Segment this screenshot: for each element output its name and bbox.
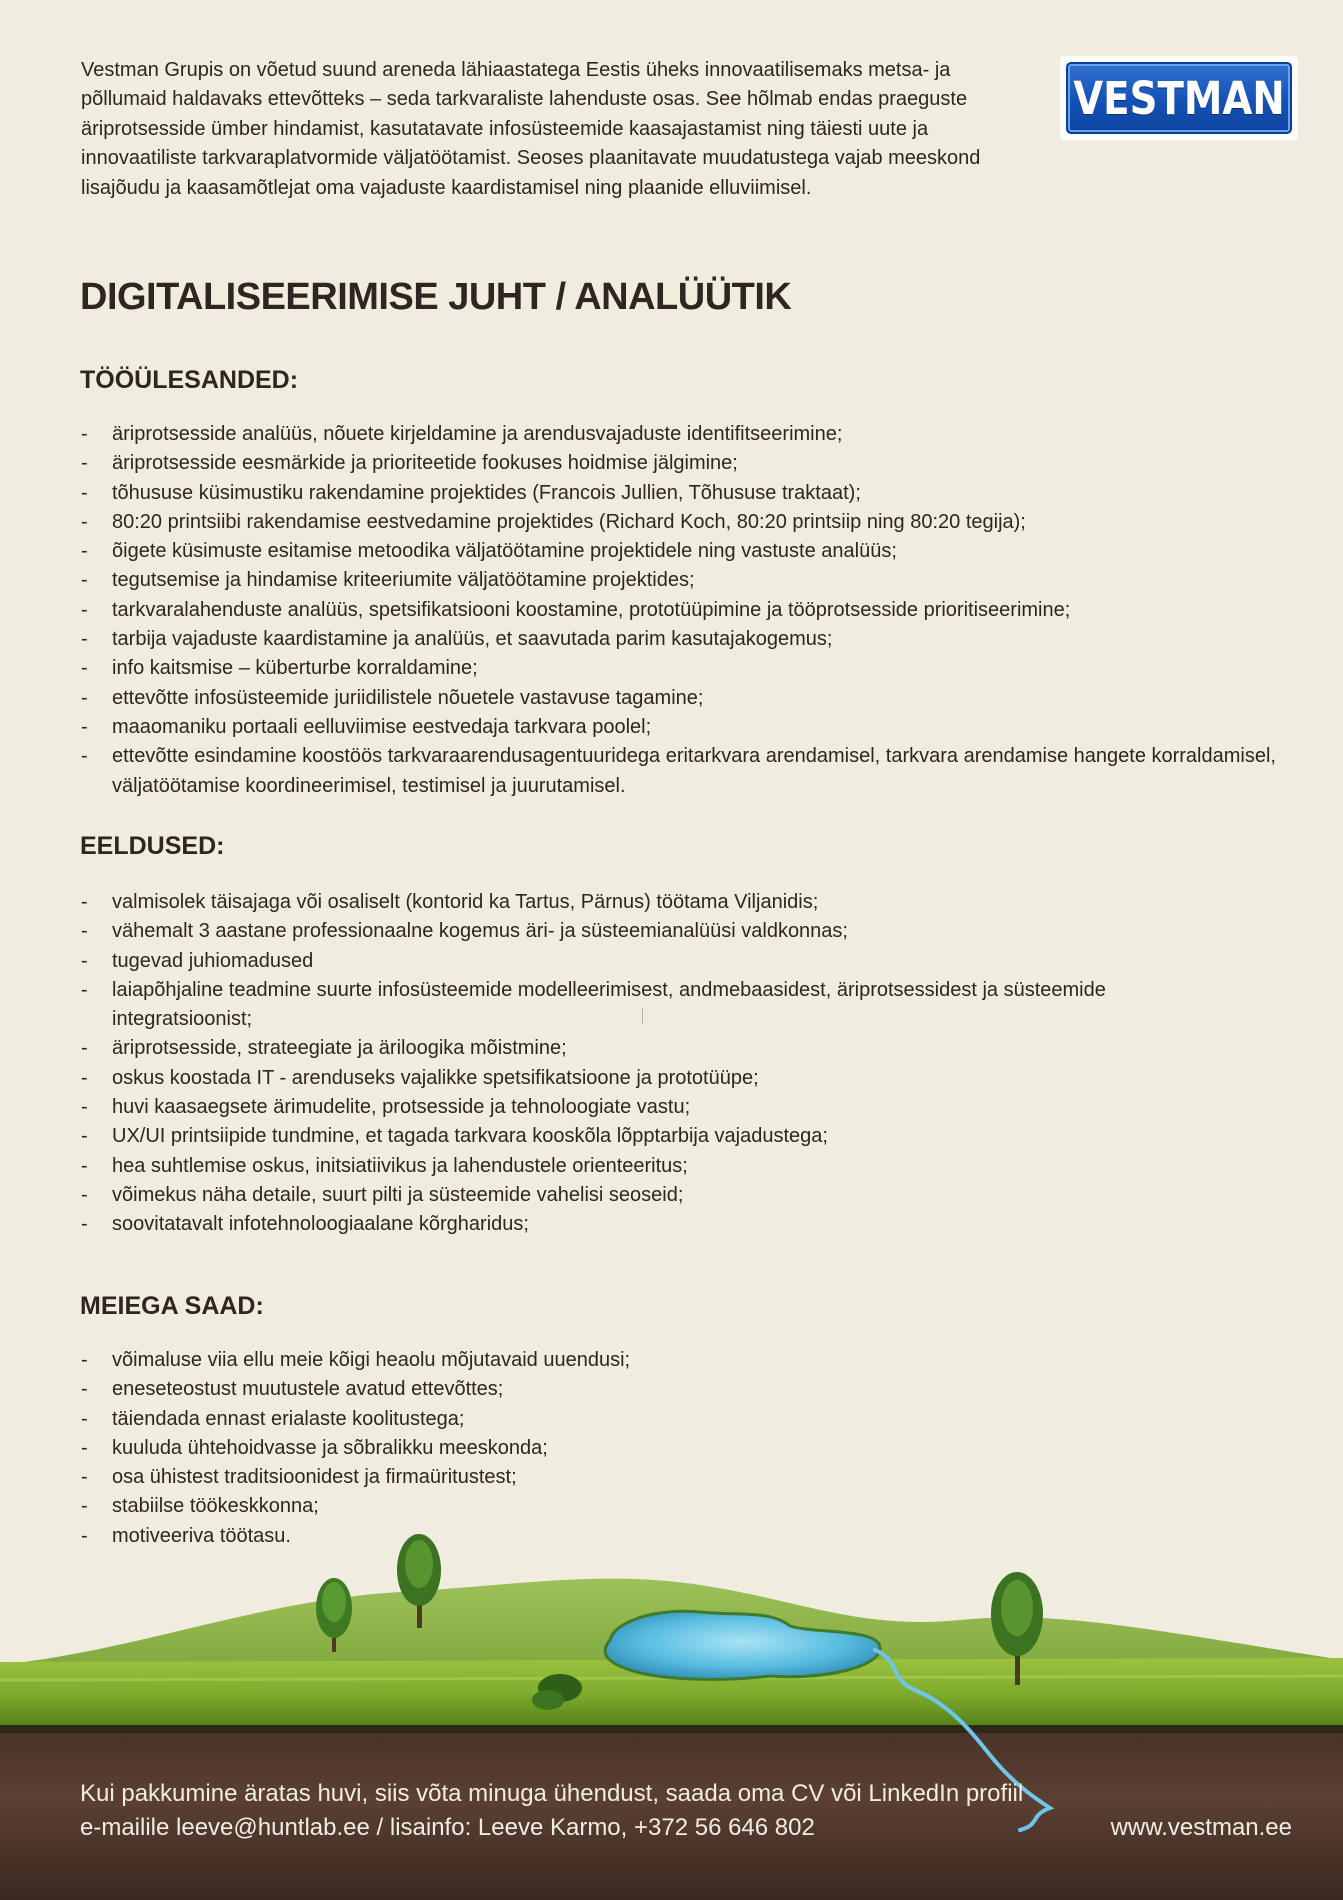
tasks-list bbox=[81, 420, 1291, 801]
list-item: - äriprotsesside eesmärkide ja prioriteetide fookuses hoidmise jälgimine; bbox=[81, 449, 1291, 478]
logo-text: VESTMAN bbox=[1073, 71, 1285, 125]
list-item: - tarkvaralahenduste analüüs, spetsifikatsiooni koostamine, prototüüpimine ja tööprotsesside prioritiseerimine; bbox=[81, 596, 1291, 625]
list-item: - UX/UI printsiipide tundmine, et tagada tarkvara kooskõla lõpptarbija vajadustega; bbox=[81, 1122, 1121, 1151]
benefits-list bbox=[81, 1346, 1081, 1551]
list-item: - valmisolek täisajaga või osaliselt (kontorid ka Tartus, Pärnus) töötama Viljanidis; bbox=[81, 888, 1121, 917]
benefits-heading: MEIEGA SAAD: bbox=[80, 1292, 264, 1320]
list-item: - tõhususe küsimustiku rakendamine projektides (Francois Jullien, Tõhususe traktaat); bbox=[81, 479, 1291, 508]
list-item: - vähemalt 3 aastane professionaalne kogemus äri- ja süsteemianalüüsi valdkonnas; bbox=[81, 917, 1121, 946]
footer-contact: Kui pakkumine äratas huvi, siis võta minuga ühendust, saada oma CV või LinkedIn profiil e-mailile leeve@huntlab.ee / lisainfo: Leeve Karmo, +372 56 646 802 bbox=[80, 1780, 1024, 1841]
website-link[interactable]: www.vestman.ee bbox=[1110, 1814, 1292, 1841]
list-item: - eneseteostust muutustele avatud ettevõttes; bbox=[81, 1375, 1081, 1404]
list-item: - tegutsemise ja hindamise kriteeriumite väljatöötamine projektides; bbox=[81, 566, 1291, 595]
list-item: - kuuluda ühtehoidvasse ja sõbralikku meeskonda; bbox=[81, 1434, 1081, 1463]
list-item: - tarbija vajaduste kaardistamine ja analüüs, et saavutada parim kasutajakogemus; bbox=[81, 625, 1291, 654]
list-item: - äriprotsesside, strateegiate ja äriloogika mõistmine; bbox=[81, 1034, 1121, 1063]
list-item: - osa ühistest traditsioonidest ja firmaüritustest; bbox=[81, 1463, 1081, 1492]
list-item: - info kaitsmise – küberturbe korraldamine; bbox=[81, 654, 1291, 683]
list-item: - täiendada ennast erialaste koolitustega; bbox=[81, 1405, 1081, 1434]
requirements-list bbox=[81, 888, 1121, 1240]
list-item: - maaomaniku portaali eelluviimise eestvedaja tarkvara poolel; bbox=[81, 713, 1291, 742]
list-item: - äriprotsesside analüüs, nõuete kirjeldamine ja arendusvajaduste identifitseerimine; bbox=[81, 420, 1291, 449]
requirements-heading: EELDUSED: bbox=[80, 832, 225, 860]
list-item: - soovitatavalt infotehnoloogiaalane kõrgharidus; bbox=[81, 1210, 1121, 1239]
list-item: - võimekus näha detaile, suurt pilti ja süsteemide vahelisi seoseid; bbox=[81, 1181, 1121, 1210]
list-item: - hea suhtlemise oskus, initsiatiivikus ja lahendustele orienteeritus; bbox=[81, 1152, 1121, 1181]
list-item: - 80:20 printsiibi rakendamise eestvedamine projektides (Richard Koch, 80:20 printsiip ning 80:20 tegija); bbox=[81, 508, 1291, 537]
list-item: - tugevad juhiomadused bbox=[81, 947, 1121, 976]
text-cursor-mark bbox=[642, 1008, 643, 1024]
tasks-heading: TÖÖÜLESANDED: bbox=[80, 366, 299, 394]
logo-badge bbox=[1066, 62, 1292, 134]
list-item: - ettevõtte infosüsteemide juriidilistele nõuetele vastavuse tagamine; bbox=[81, 684, 1291, 713]
list-item: - oskus koostada IT - arenduseks vajalikke spetsifikatsioone ja prototüüpe; bbox=[81, 1064, 1121, 1093]
list-item: - võimaluse viia ellu meie kõigi heaolu mõjutavaid uuendusi; bbox=[81, 1346, 1081, 1375]
intro-paragraph: Vestman Grupis on võetud suund areneda lähiaastatega Eestis üheks innovaatilisemaks metsa- ja põllumaid haldavaks ettevõtteks – seda tarkvaraliste lahenduste osas. See hõlmab endas praeguste äriprotsesside ümber hindamist, kasutatavate infosüsteemide kaasajastamist ning täiesti uute ja innovaatiliste tarkvaraplatvormide väljatöötamist. Seoses plaanitavate muudatustega vajab meeskond lisajõudu ja kaasamõtlejat oma vajaduste kaardistamisel ning plaanide elluviimisel. bbox=[81, 59, 981, 199]
list-item: - motiveeriva töötasu. bbox=[81, 1522, 1081, 1551]
list-item: - õigete küsimuste esitamise metoodika väljatöötamine projektidele ning vastuste analüüs; bbox=[81, 537, 1291, 566]
list-item: - ettevõtte esindamine koostöös tarkvaraarendusagentuuridega eritarkvara arendamisel, tarkvara arendamise hangete korraldamisel, väljatöötamise koordineerimisel, testimisel ja juurutamisel. bbox=[81, 742, 1291, 801]
vestman-logo bbox=[1060, 56, 1298, 140]
list-item: - laiapõhjaline teadmine suurte infosüsteemide modelleerimisest, andmebaasidest, äriprotsessidest ja süsteemide integratsioonist; bbox=[81, 976, 1121, 1035]
job-title: DIGITALISEERIMISE JUHT / ANALÜÜTIK bbox=[80, 276, 792, 318]
list-item: - stabiilse töökeskkonna; bbox=[81, 1492, 1081, 1521]
list-item: - huvi kaasaegsete ärimudelite, protsesside ja tehnoloogiate vastu; bbox=[81, 1093, 1121, 1122]
